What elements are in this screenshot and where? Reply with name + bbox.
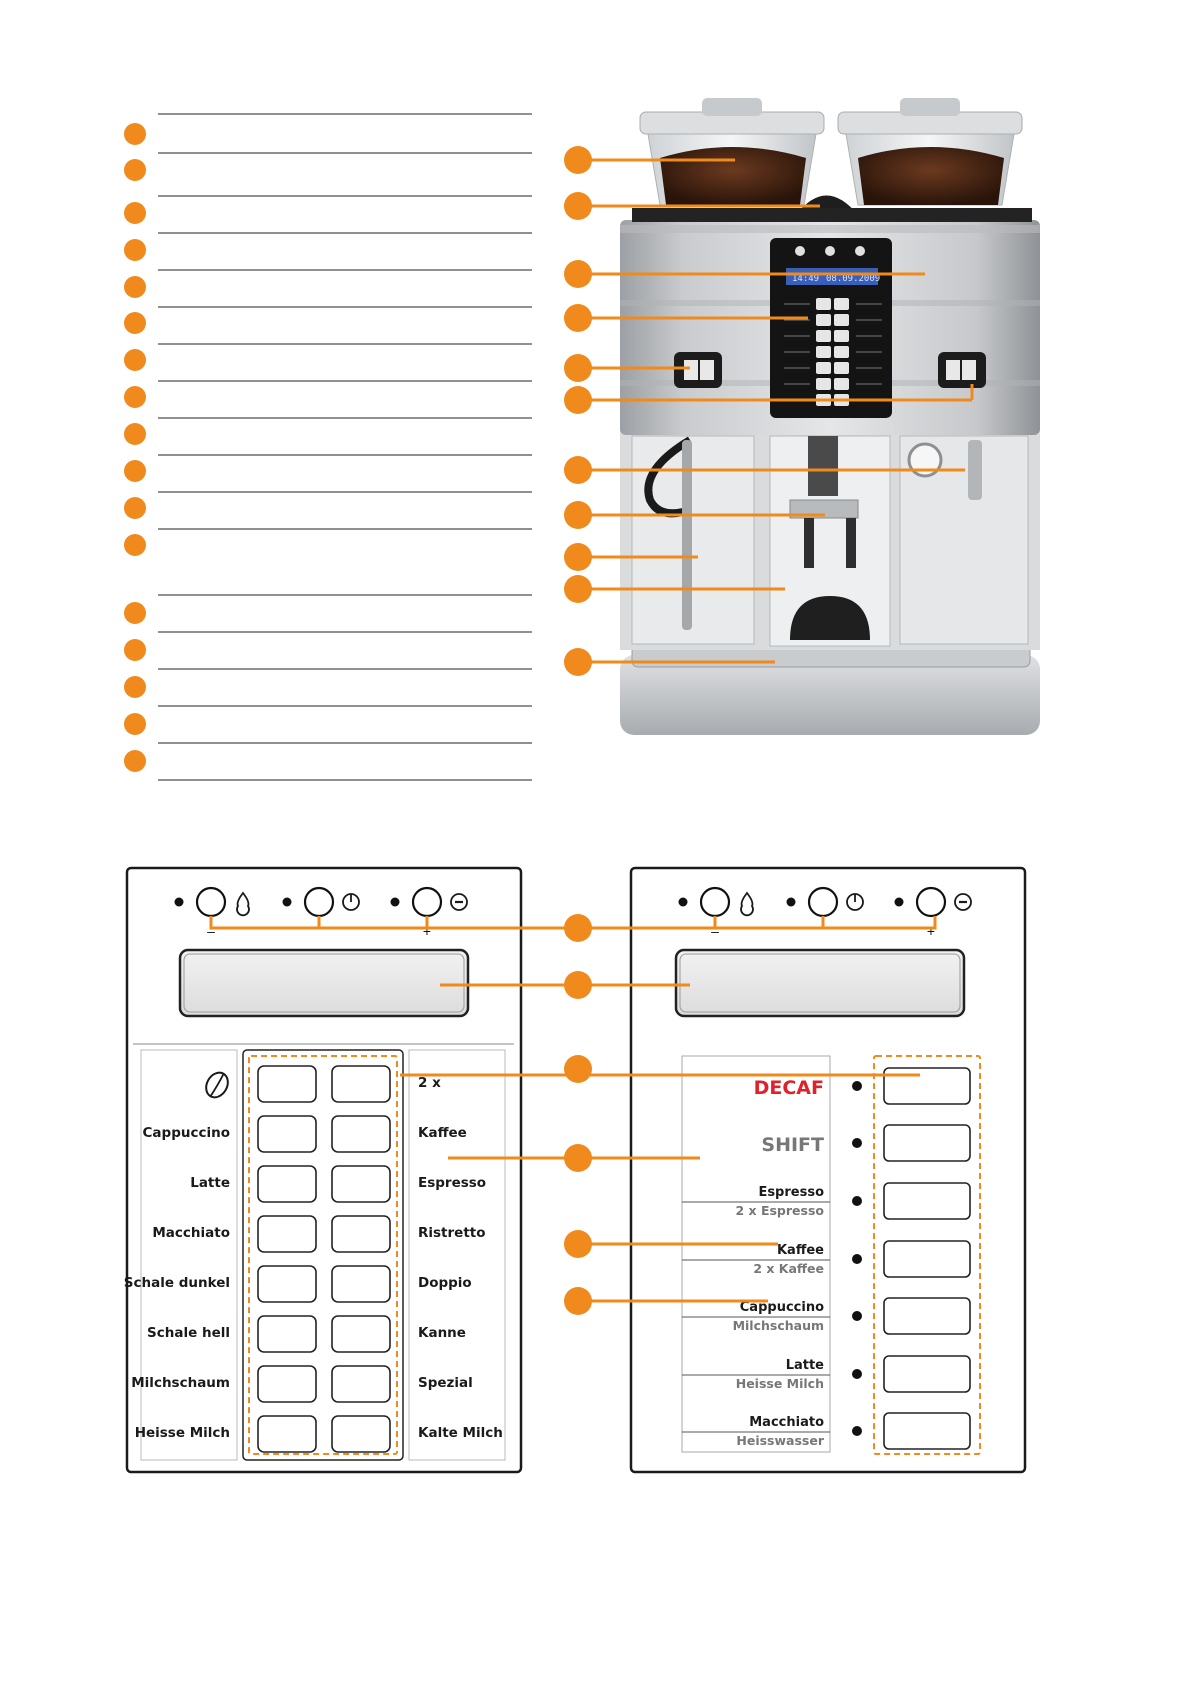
status-led — [787, 898, 796, 907]
product-key[interactable] — [884, 1413, 970, 1449]
row-led — [852, 1311, 862, 1321]
product-key[interactable] — [258, 1066, 316, 1102]
legend-marker — [124, 159, 146, 181]
product-main-label: Macchiato — [749, 1415, 824, 1430]
product-sub-label: Milchschaum — [732, 1318, 824, 1333]
control-panel-left — [124, 868, 521, 1472]
left-product-label: Schale dunkel — [123, 1275, 230, 1291]
beans-left — [660, 147, 806, 205]
product-key[interactable] — [258, 1266, 316, 1302]
plus-sign: + — [422, 923, 432, 939]
panel-right-display — [676, 950, 964, 1016]
product-main-label: Latte — [785, 1358, 824, 1373]
left-product-label: Schale hell — [147, 1325, 230, 1341]
round-key[interactable] — [917, 888, 945, 916]
hopper-cap-right — [900, 98, 960, 116]
product-key[interactable] — [332, 1216, 390, 1252]
round-key[interactable] — [701, 888, 729, 916]
machine-panel-key — [816, 314, 831, 326]
coffee-machine-illustration — [620, 98, 1040, 735]
product-key[interactable] — [332, 1066, 390, 1102]
product-key[interactable] — [258, 1366, 316, 1402]
legend-marker — [124, 713, 146, 735]
minus-sign: – — [711, 923, 719, 939]
panel-knob-1 — [795, 246, 805, 256]
coffee-nozzle-left — [804, 518, 814, 568]
callout-legend — [124, 114, 532, 780]
machine-callout-marker — [564, 192, 592, 220]
panel-callout-marker — [564, 1055, 592, 1083]
product-key[interactable] — [884, 1241, 970, 1277]
right-product-label: Kaffee — [418, 1125, 467, 1141]
legend-marker — [124, 639, 146, 661]
machine-callout-marker — [564, 354, 592, 382]
product-key[interactable] — [332, 1416, 390, 1452]
right-product-label: Doppio — [418, 1275, 472, 1291]
machine-callout-marker — [564, 386, 592, 414]
machine-callout-marker — [564, 146, 592, 174]
panel-callout-marker — [564, 914, 592, 942]
left-product-label: Milchschaum — [131, 1375, 230, 1391]
panel-knob-2 — [825, 246, 835, 256]
machine-callout-marker — [564, 304, 592, 332]
left-product-label: Cappuccino — [142, 1125, 230, 1141]
product-key[interactable] — [884, 1068, 970, 1104]
panel-left-display — [180, 950, 468, 1016]
row-led — [852, 1196, 862, 1206]
left-switch-key-2 — [700, 360, 714, 380]
beans-right — [858, 147, 1004, 205]
legend-marker — [124, 423, 146, 445]
coffee-nozzle-right — [846, 518, 856, 568]
legend-marker — [124, 460, 146, 482]
status-led — [283, 898, 292, 907]
spout-column — [808, 436, 838, 496]
legend-marker — [124, 602, 146, 624]
hopper-cap-left — [702, 98, 762, 116]
product-key[interactable] — [258, 1216, 316, 1252]
shift-label: SHIFT — [761, 1134, 824, 1156]
hot-water-outlet — [968, 440, 982, 500]
product-key[interactable] — [258, 1416, 316, 1452]
machine-panel-key — [834, 378, 849, 390]
row-led — [852, 1254, 862, 1264]
machine-panel-key — [834, 362, 849, 374]
legend-marker — [124, 534, 146, 556]
legend-marker — [124, 497, 146, 519]
product-key[interactable] — [332, 1316, 390, 1352]
right-product-label: Kalte Milch — [418, 1425, 503, 1441]
status-led — [391, 898, 400, 907]
decaf-label: DECAF — [753, 1077, 824, 1099]
right-product-label: Kanne — [418, 1325, 466, 1341]
round-key[interactable] — [197, 888, 225, 916]
right-product-label: Spezial — [418, 1375, 473, 1391]
left-compartment — [632, 436, 754, 644]
legend-marker — [124, 312, 146, 334]
machine-panel-key — [816, 362, 831, 374]
legend-marker — [124, 202, 146, 224]
product-key[interactable] — [258, 1316, 316, 1352]
product-key[interactable] — [884, 1183, 970, 1219]
product-key[interactable] — [332, 1366, 390, 1402]
right-product-label: Espresso — [418, 1175, 487, 1191]
round-key[interactable] — [809, 888, 837, 916]
machine-panel-key — [816, 298, 831, 310]
product-key[interactable] — [332, 1166, 390, 1202]
legend-marker — [124, 276, 146, 298]
machine-panel-key — [834, 298, 849, 310]
machine-callout-marker — [564, 501, 592, 529]
left-switch-key-1 — [684, 360, 698, 380]
product-sub-label: Heisse Milch — [735, 1376, 824, 1391]
hopper-base-rim — [632, 208, 1032, 222]
status-led — [679, 898, 688, 907]
minus-sign: – — [207, 923, 215, 939]
row-led — [852, 1081, 862, 1091]
status-led — [175, 898, 184, 907]
machine-panel-key — [834, 314, 849, 326]
product-key[interactable] — [258, 1116, 316, 1152]
right-product-label: 2 x — [418, 1075, 441, 1091]
machine-panel-key — [816, 330, 831, 342]
panel-callout-marker — [564, 1230, 592, 1258]
product-key[interactable] — [884, 1125, 970, 1161]
legend-marker — [124, 349, 146, 371]
machine-panel-key — [834, 346, 849, 358]
row-led — [852, 1138, 862, 1148]
panel-callout-marker — [564, 1287, 592, 1315]
product-key[interactable] — [332, 1116, 390, 1152]
machine-callout-marker — [564, 575, 592, 603]
product-key[interactable] — [258, 1166, 316, 1202]
product-sub-label: 2 x Espresso — [735, 1203, 824, 1218]
right-switch-key-2 — [962, 360, 976, 380]
control-panel-right — [631, 868, 1025, 1472]
plus-sign: + — [926, 923, 936, 939]
row-led — [852, 1369, 862, 1379]
product-main-label: Kaffee — [776, 1243, 824, 1258]
product-key[interactable] — [332, 1266, 390, 1302]
machine-panel-key — [816, 378, 831, 390]
product-main-label: Espresso — [758, 1185, 824, 1200]
product-sub-label: Heisswasser — [736, 1433, 824, 1448]
left-product-label: Macchiato — [152, 1225, 230, 1241]
machine-panel-key — [834, 330, 849, 342]
legend-marker — [124, 123, 146, 145]
round-key[interactable] — [305, 888, 333, 916]
legend-marker — [124, 239, 146, 261]
machine-callout-marker — [564, 543, 592, 571]
machine-callout-marker — [564, 260, 592, 288]
product-key[interactable] — [884, 1356, 970, 1392]
legend-marker — [124, 676, 146, 698]
product-main-label: Cappuccino — [739, 1300, 824, 1315]
panel-knob-3 — [855, 246, 865, 256]
left-product-label: Heisse Milch — [134, 1425, 230, 1441]
round-key[interactable] — [413, 888, 441, 916]
display-time: 14:49 — [792, 274, 820, 284]
machine-callout-marker — [564, 648, 592, 676]
body-ridge-1 — [620, 225, 1040, 233]
machine-panel-key — [816, 346, 831, 358]
product-key[interactable] — [884, 1298, 970, 1334]
control-panel — [770, 238, 892, 418]
product-sub-label: 2 x Kaffee — [753, 1261, 824, 1276]
left-product-label: Latte — [190, 1175, 230, 1191]
panel-callout-marker — [564, 971, 592, 999]
right-switch-key-1 — [946, 360, 960, 380]
right-product-label: Ristretto — [418, 1225, 486, 1241]
legend-marker — [124, 386, 146, 408]
status-led — [895, 898, 904, 907]
legend-marker — [124, 750, 146, 772]
display-date: 08.09.2009 — [826, 274, 881, 284]
row-led — [852, 1426, 862, 1436]
machine-callout-marker — [564, 456, 592, 484]
panel-callout-marker — [564, 1144, 592, 1172]
